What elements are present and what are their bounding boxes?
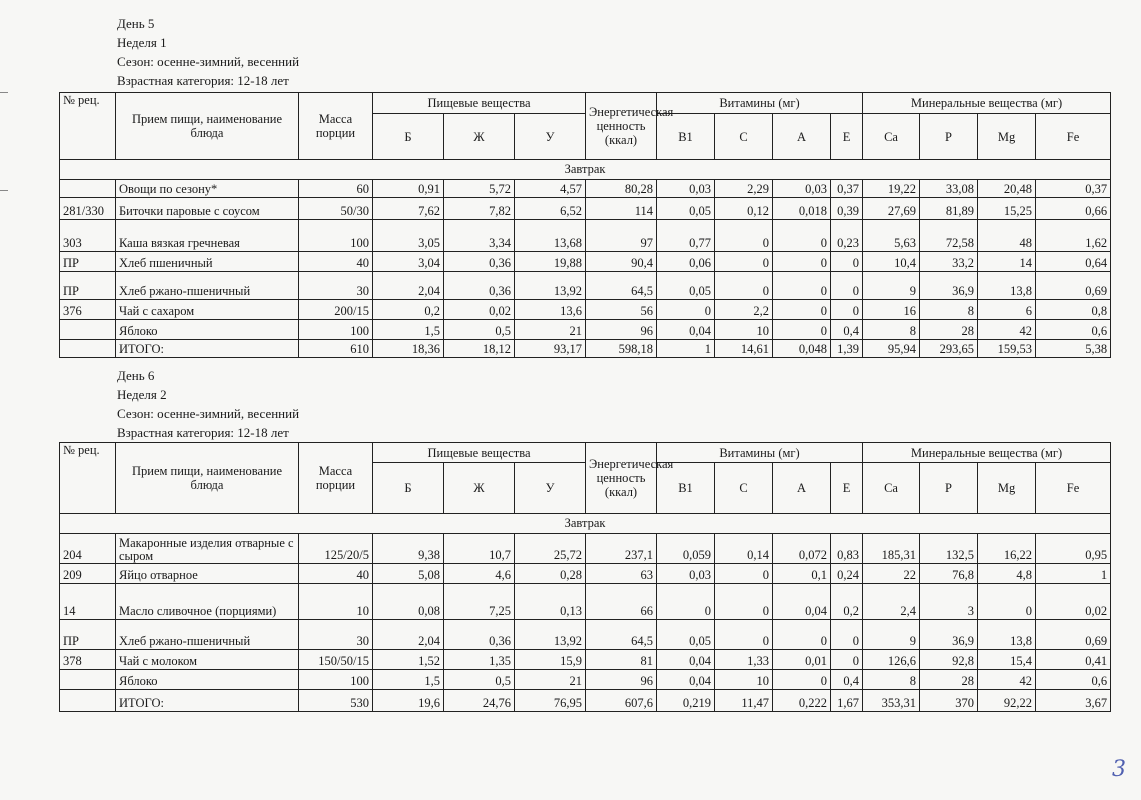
dish-name-cell: Макаронные изделия отварные с сыром xyxy=(116,534,299,564)
kcal-cell: 607,6 xyxy=(586,690,657,712)
e-cell: 0,83 xyxy=(831,534,863,564)
day6-season: Сезон: осенне-зимний, весенний xyxy=(117,406,300,421)
ca-cell: 19,22 xyxy=(863,180,920,198)
c-cell: 0 xyxy=(715,584,773,620)
scan-edge-mark xyxy=(0,92,8,93)
p-cell: 370 xyxy=(920,690,978,712)
a-cell: 0,018 xyxy=(773,198,831,220)
e-cell: 1,39 xyxy=(831,340,863,358)
ca-cell: 22 xyxy=(863,564,920,584)
u-cell: 21 xyxy=(515,320,586,340)
dish-row xyxy=(60,320,1111,340)
col-mass: Масса порции xyxy=(299,93,373,160)
col-carbs: У xyxy=(515,114,586,160)
c-cell: 0 xyxy=(715,620,773,650)
e-cell: 0,4 xyxy=(831,670,863,690)
u-cell: 13,92 xyxy=(515,620,586,650)
p-cell: 132,5 xyxy=(920,534,978,564)
mg-cell: 15,25 xyxy=(978,198,1036,220)
b1-cell: 0,03 xyxy=(657,564,715,584)
day6-menu-table xyxy=(59,442,1111,712)
total-row xyxy=(60,690,1111,712)
zh-cell: 18,12 xyxy=(444,340,515,358)
mg-cell: 15,4 xyxy=(978,650,1036,670)
b-cell: 9,38 xyxy=(373,534,444,564)
mass-cell: 60 xyxy=(299,180,373,198)
mg-cell: 48 xyxy=(978,220,1036,252)
p-cell: 33,08 xyxy=(920,180,978,198)
col-fe: Fe xyxy=(1036,114,1111,160)
fe-cell: 0,6 xyxy=(1036,670,1111,690)
dish-row xyxy=(60,272,1111,300)
col-dish: Прием пищи, наименование блюда xyxy=(116,443,299,514)
e-cell: 0,4 xyxy=(831,320,863,340)
day5-week: Неделя 1 xyxy=(117,35,167,50)
u-cell: 76,95 xyxy=(515,690,586,712)
dish-row xyxy=(60,534,1111,564)
col-vitamins: Витамины (мг) xyxy=(657,443,863,463)
mass-cell: 100 xyxy=(299,220,373,252)
dish-name-cell: Масло сливочное (порциями) xyxy=(116,584,299,620)
dish-name-cell: Биточки паровые с соусом xyxy=(116,198,299,220)
col-c: C xyxy=(715,114,773,160)
e-cell: 0,23 xyxy=(831,220,863,252)
recipe-no-cell: 209 xyxy=(60,564,116,584)
col-fat: Ж xyxy=(444,114,515,160)
c-cell: 14,61 xyxy=(715,340,773,358)
ca-cell: 8 xyxy=(863,670,920,690)
mass-cell: 530 xyxy=(299,690,373,712)
a-cell: 0,04 xyxy=(773,584,831,620)
u-cell: 13,68 xyxy=(515,220,586,252)
ca-cell: 2,4 xyxy=(863,584,920,620)
day5-menu-table xyxy=(59,92,1111,358)
mg-cell: 4,8 xyxy=(978,564,1036,584)
kcal-cell: 114 xyxy=(586,198,657,220)
col-e: E xyxy=(831,463,863,514)
mass-cell: 40 xyxy=(299,252,373,272)
kcal-cell: 81 xyxy=(586,650,657,670)
dish-name-cell: Хлеб ржано-пшеничный xyxy=(116,620,299,650)
p-cell: 36,9 xyxy=(920,620,978,650)
dish-row xyxy=(60,584,1111,620)
kcal-cell: 63 xyxy=(586,564,657,584)
ca-cell: 9 xyxy=(863,272,920,300)
b1-cell: 0,77 xyxy=(657,220,715,252)
recipe-no-cell: 376 xyxy=(60,300,116,320)
col-mg: Mg xyxy=(978,463,1036,514)
c-cell: 2,2 xyxy=(715,300,773,320)
mg-cell: 13,8 xyxy=(978,620,1036,650)
mass-cell: 50/30 xyxy=(299,198,373,220)
fe-cell: 0,37 xyxy=(1036,180,1111,198)
day5-header xyxy=(117,14,299,90)
col-protein: Б xyxy=(373,114,444,160)
col-protein: Б xyxy=(373,463,444,514)
u-cell: 13,92 xyxy=(515,272,586,300)
day6-age-category: Взрастная категория: 12-18 лет xyxy=(117,425,289,440)
dish-row xyxy=(60,670,1111,690)
mg-cell: 0 xyxy=(978,584,1036,620)
recipe-no-cell xyxy=(60,180,116,198)
b-cell: 18,36 xyxy=(373,340,444,358)
b1-cell: 0,03 xyxy=(657,180,715,198)
zh-cell: 0,36 xyxy=(444,272,515,300)
mg-cell: 6 xyxy=(978,300,1036,320)
col-p: P xyxy=(920,463,978,514)
mass-cell: 40 xyxy=(299,564,373,584)
e-cell: 0,24 xyxy=(831,564,863,584)
col-b1: B1 xyxy=(657,463,715,514)
e-cell: 0,2 xyxy=(831,584,863,620)
col-mass: Масса порции xyxy=(299,443,373,514)
kcal-cell: 97 xyxy=(586,220,657,252)
mg-cell: 92,22 xyxy=(978,690,1036,712)
kcal-cell: 64,5 xyxy=(586,620,657,650)
dish-name-cell: ИТОГО: xyxy=(116,690,299,712)
b1-cell: 0,059 xyxy=(657,534,715,564)
p-cell: 33,2 xyxy=(920,252,978,272)
c-cell: 0 xyxy=(715,564,773,584)
col-a: A xyxy=(773,463,831,514)
zh-cell: 7,82 xyxy=(444,198,515,220)
kcal-cell: 80,28 xyxy=(586,180,657,198)
b1-cell: 0,04 xyxy=(657,650,715,670)
ca-cell: 353,31 xyxy=(863,690,920,712)
col-fe: Fe xyxy=(1036,463,1111,514)
u-cell: 21 xyxy=(515,670,586,690)
kcal-cell: 96 xyxy=(586,670,657,690)
dish-row xyxy=(60,300,1111,320)
b-cell: 19,6 xyxy=(373,690,444,712)
ca-cell: 9 xyxy=(863,620,920,650)
c-cell: 1,33 xyxy=(715,650,773,670)
col-minerals: Минеральные вещества (мг) xyxy=(863,443,1111,463)
day5-title: День 5 xyxy=(117,16,155,31)
a-cell: 0,222 xyxy=(773,690,831,712)
col-ca: Ca xyxy=(863,114,920,160)
dish-name-cell: Хлеб пшеничный xyxy=(116,252,299,272)
col-recipe-no: № рец. xyxy=(60,93,116,160)
c-cell: 2,29 xyxy=(715,180,773,198)
recipe-no-cell: 204 xyxy=(60,534,116,564)
fe-cell: 0,41 xyxy=(1036,650,1111,670)
b-cell: 0,2 xyxy=(373,300,444,320)
mass-cell: 100 xyxy=(299,670,373,690)
mg-cell: 20,48 xyxy=(978,180,1036,198)
col-dish: Прием пищи, наименование блюда xyxy=(116,93,299,160)
dish-row xyxy=(60,252,1111,272)
section-breakfast: Завтрак xyxy=(60,160,1111,180)
c-cell: 0 xyxy=(715,252,773,272)
p-cell: 81,89 xyxy=(920,198,978,220)
kcal-cell: 598,18 xyxy=(586,340,657,358)
mass-cell: 200/15 xyxy=(299,300,373,320)
b1-cell: 1 xyxy=(657,340,715,358)
ca-cell: 95,94 xyxy=(863,340,920,358)
b1-cell: 0 xyxy=(657,584,715,620)
a-cell: 0 xyxy=(773,620,831,650)
ca-cell: 5,63 xyxy=(863,220,920,252)
e-cell: 1,67 xyxy=(831,690,863,712)
c-cell: 10 xyxy=(715,670,773,690)
col-energy: Энергетическая ценность (ккал) xyxy=(586,93,657,160)
fe-cell: 0,02 xyxy=(1036,584,1111,620)
recipe-no-cell xyxy=(60,670,116,690)
mass-cell: 150/50/15 xyxy=(299,650,373,670)
fe-cell: 0,64 xyxy=(1036,252,1111,272)
a-cell: 0,01 xyxy=(773,650,831,670)
col-nutrients: Пищевые вещества xyxy=(373,443,586,463)
kcal-cell: 64,5 xyxy=(586,272,657,300)
mass-cell: 610 xyxy=(299,340,373,358)
ca-cell: 126,6 xyxy=(863,650,920,670)
a-cell: 0 xyxy=(773,320,831,340)
e-cell: 0 xyxy=(831,650,863,670)
b-cell: 2,04 xyxy=(373,272,444,300)
a-cell: 0,03 xyxy=(773,180,831,198)
kcal-cell: 237,1 xyxy=(586,534,657,564)
dish-name-cell: Чай с молоком xyxy=(116,650,299,670)
p-cell: 28 xyxy=(920,320,978,340)
zh-cell: 3,34 xyxy=(444,220,515,252)
recipe-no-cell: 14 xyxy=(60,584,116,620)
b1-cell: 0,04 xyxy=(657,320,715,340)
fe-cell: 0,66 xyxy=(1036,198,1111,220)
ca-cell: 10,4 xyxy=(863,252,920,272)
c-cell: 11,47 xyxy=(715,690,773,712)
recipe-no-cell xyxy=(60,690,116,712)
a-cell: 0 xyxy=(773,300,831,320)
col-nutrients: Пищевые вещества xyxy=(373,93,586,114)
dish-name-cell: Каша вязкая гречневая xyxy=(116,220,299,252)
fe-cell: 0,8 xyxy=(1036,300,1111,320)
c-cell: 0 xyxy=(715,272,773,300)
dish-name-cell: Яйцо отварное xyxy=(116,564,299,584)
mg-cell: 42 xyxy=(978,670,1036,690)
total-row xyxy=(60,340,1111,358)
dish-name-cell: ИТОГО: xyxy=(116,340,299,358)
ca-cell: 16 xyxy=(863,300,920,320)
dish-row xyxy=(60,564,1111,584)
u-cell: 15,9 xyxy=(515,650,586,670)
recipe-no-cell: 378 xyxy=(60,650,116,670)
b-cell: 1,5 xyxy=(373,670,444,690)
day6-title: День 6 xyxy=(117,368,155,383)
recipe-no-cell: ПР xyxy=(60,620,116,650)
b-cell: 1,52 xyxy=(373,650,444,670)
col-e: E xyxy=(831,114,863,160)
zh-cell: 0,5 xyxy=(444,670,515,690)
p-cell: 92,8 xyxy=(920,650,978,670)
e-cell: 0,39 xyxy=(831,198,863,220)
e-cell: 0 xyxy=(831,272,863,300)
ca-cell: 185,31 xyxy=(863,534,920,564)
zh-cell: 0,36 xyxy=(444,252,515,272)
recipe-no-cell: 303 xyxy=(60,220,116,252)
section-breakfast: Завтрак xyxy=(60,514,1111,534)
recipe-no-cell xyxy=(60,320,116,340)
dish-row xyxy=(60,650,1111,670)
dish-row xyxy=(60,180,1111,198)
b-cell: 5,08 xyxy=(373,564,444,584)
u-cell: 0,28 xyxy=(515,564,586,584)
u-cell: 0,13 xyxy=(515,584,586,620)
p-cell: 72,58 xyxy=(920,220,978,252)
col-fat: Ж xyxy=(444,463,515,514)
zh-cell: 0,02 xyxy=(444,300,515,320)
mass-cell: 125/20/5 xyxy=(299,534,373,564)
dish-row xyxy=(60,198,1111,220)
fe-cell: 0,69 xyxy=(1036,272,1111,300)
col-carbs: У xyxy=(515,463,586,514)
a-cell: 0 xyxy=(773,252,831,272)
a-cell: 0 xyxy=(773,272,831,300)
fe-cell: 5,38 xyxy=(1036,340,1111,358)
b1-cell: 0,05 xyxy=(657,620,715,650)
day6-header xyxy=(117,366,299,442)
fe-cell: 0,6 xyxy=(1036,320,1111,340)
c-cell: 0 xyxy=(715,220,773,252)
dish-name-cell: Яблоко xyxy=(116,320,299,340)
b1-cell: 0 xyxy=(657,300,715,320)
p-cell: 293,65 xyxy=(920,340,978,358)
zh-cell: 5,72 xyxy=(444,180,515,198)
b-cell: 3,05 xyxy=(373,220,444,252)
mg-cell: 16,22 xyxy=(978,534,1036,564)
recipe-no-cell: ПР xyxy=(60,272,116,300)
kcal-cell: 66 xyxy=(586,584,657,620)
day5-age-category: Взрастная категория: 12-18 лет xyxy=(117,73,289,88)
a-cell: 0,1 xyxy=(773,564,831,584)
u-cell: 93,17 xyxy=(515,340,586,358)
day6-week: Неделя 2 xyxy=(117,387,167,402)
fe-cell: 1,62 xyxy=(1036,220,1111,252)
p-cell: 28 xyxy=(920,670,978,690)
ca-cell: 8 xyxy=(863,320,920,340)
mass-cell: 10 xyxy=(299,584,373,620)
zh-cell: 0,36 xyxy=(444,620,515,650)
u-cell: 19,88 xyxy=(515,252,586,272)
mg-cell: 13,8 xyxy=(978,272,1036,300)
fe-cell: 1 xyxy=(1036,564,1111,584)
page-number: 3 xyxy=(1112,757,1126,782)
kcal-cell: 56 xyxy=(586,300,657,320)
b-cell: 3,04 xyxy=(373,252,444,272)
recipe-no-cell xyxy=(60,340,116,358)
zh-cell: 7,25 xyxy=(444,584,515,620)
mg-cell: 159,53 xyxy=(978,340,1036,358)
kcal-cell: 90,4 xyxy=(586,252,657,272)
a-cell: 0 xyxy=(773,220,831,252)
col-vitamins: Витамины (мг) xyxy=(657,93,863,114)
ca-cell: 27,69 xyxy=(863,198,920,220)
b1-cell: 0,06 xyxy=(657,252,715,272)
e-cell: 0 xyxy=(831,300,863,320)
day5-season: Сезон: осенне-зимний, весенний xyxy=(117,54,300,69)
mg-cell: 14 xyxy=(978,252,1036,272)
b-cell: 0,08 xyxy=(373,584,444,620)
zh-cell: 4,6 xyxy=(444,564,515,584)
p-cell: 76,8 xyxy=(920,564,978,584)
a-cell: 0 xyxy=(773,670,831,690)
scan-edge-mark xyxy=(0,190,8,191)
zh-cell: 24,76 xyxy=(444,690,515,712)
recipe-no-cell: ПР xyxy=(60,252,116,272)
b-cell: 2,04 xyxy=(373,620,444,650)
dish-name-cell: Яблоко xyxy=(116,670,299,690)
col-a: A xyxy=(773,114,831,160)
u-cell: 13,6 xyxy=(515,300,586,320)
dish-name-cell: Хлеб ржано-пшеничный xyxy=(116,272,299,300)
mass-cell: 100 xyxy=(299,320,373,340)
e-cell: 0 xyxy=(831,620,863,650)
b1-cell: 0,05 xyxy=(657,198,715,220)
b-cell: 0,91 xyxy=(373,180,444,198)
col-minerals: Минеральные вещества (мг) xyxy=(863,93,1111,114)
col-ca: Ca xyxy=(863,463,920,514)
u-cell: 6,52 xyxy=(515,198,586,220)
b-cell: 7,62 xyxy=(373,198,444,220)
recipe-no-cell: 281/330 xyxy=(60,198,116,220)
c-cell: 0,12 xyxy=(715,198,773,220)
col-energy: Энергетическая ценность (ккал) xyxy=(586,443,657,514)
u-cell: 4,57 xyxy=(515,180,586,198)
zh-cell: 10,7 xyxy=(444,534,515,564)
dish-name-cell: Овощи по сезону* xyxy=(116,180,299,198)
b1-cell: 0,219 xyxy=(657,690,715,712)
c-cell: 0,14 xyxy=(715,534,773,564)
mass-cell: 30 xyxy=(299,620,373,650)
u-cell: 25,72 xyxy=(515,534,586,564)
col-p: P xyxy=(920,114,978,160)
mg-cell: 42 xyxy=(978,320,1036,340)
p-cell: 36,9 xyxy=(920,272,978,300)
e-cell: 0,37 xyxy=(831,180,863,198)
mass-cell: 30 xyxy=(299,272,373,300)
b1-cell: 0,05 xyxy=(657,272,715,300)
b-cell: 1,5 xyxy=(373,320,444,340)
fe-cell: 0,69 xyxy=(1036,620,1111,650)
col-recipe-no: № рец. xyxy=(60,443,116,514)
c-cell: 10 xyxy=(715,320,773,340)
kcal-cell: 96 xyxy=(586,320,657,340)
e-cell: 0 xyxy=(831,252,863,272)
dish-row xyxy=(60,620,1111,650)
col-b1: B1 xyxy=(657,114,715,160)
dish-row xyxy=(60,220,1111,252)
p-cell: 3 xyxy=(920,584,978,620)
zh-cell: 0,5 xyxy=(444,320,515,340)
fe-cell: 0,95 xyxy=(1036,534,1111,564)
a-cell: 0,048 xyxy=(773,340,831,358)
zh-cell: 1,35 xyxy=(444,650,515,670)
col-mg: Mg xyxy=(978,114,1036,160)
a-cell: 0,072 xyxy=(773,534,831,564)
dish-name-cell: Чай с сахаром xyxy=(116,300,299,320)
p-cell: 8 xyxy=(920,300,978,320)
b1-cell: 0,04 xyxy=(657,670,715,690)
fe-cell: 3,67 xyxy=(1036,690,1111,712)
col-c: C xyxy=(715,463,773,514)
